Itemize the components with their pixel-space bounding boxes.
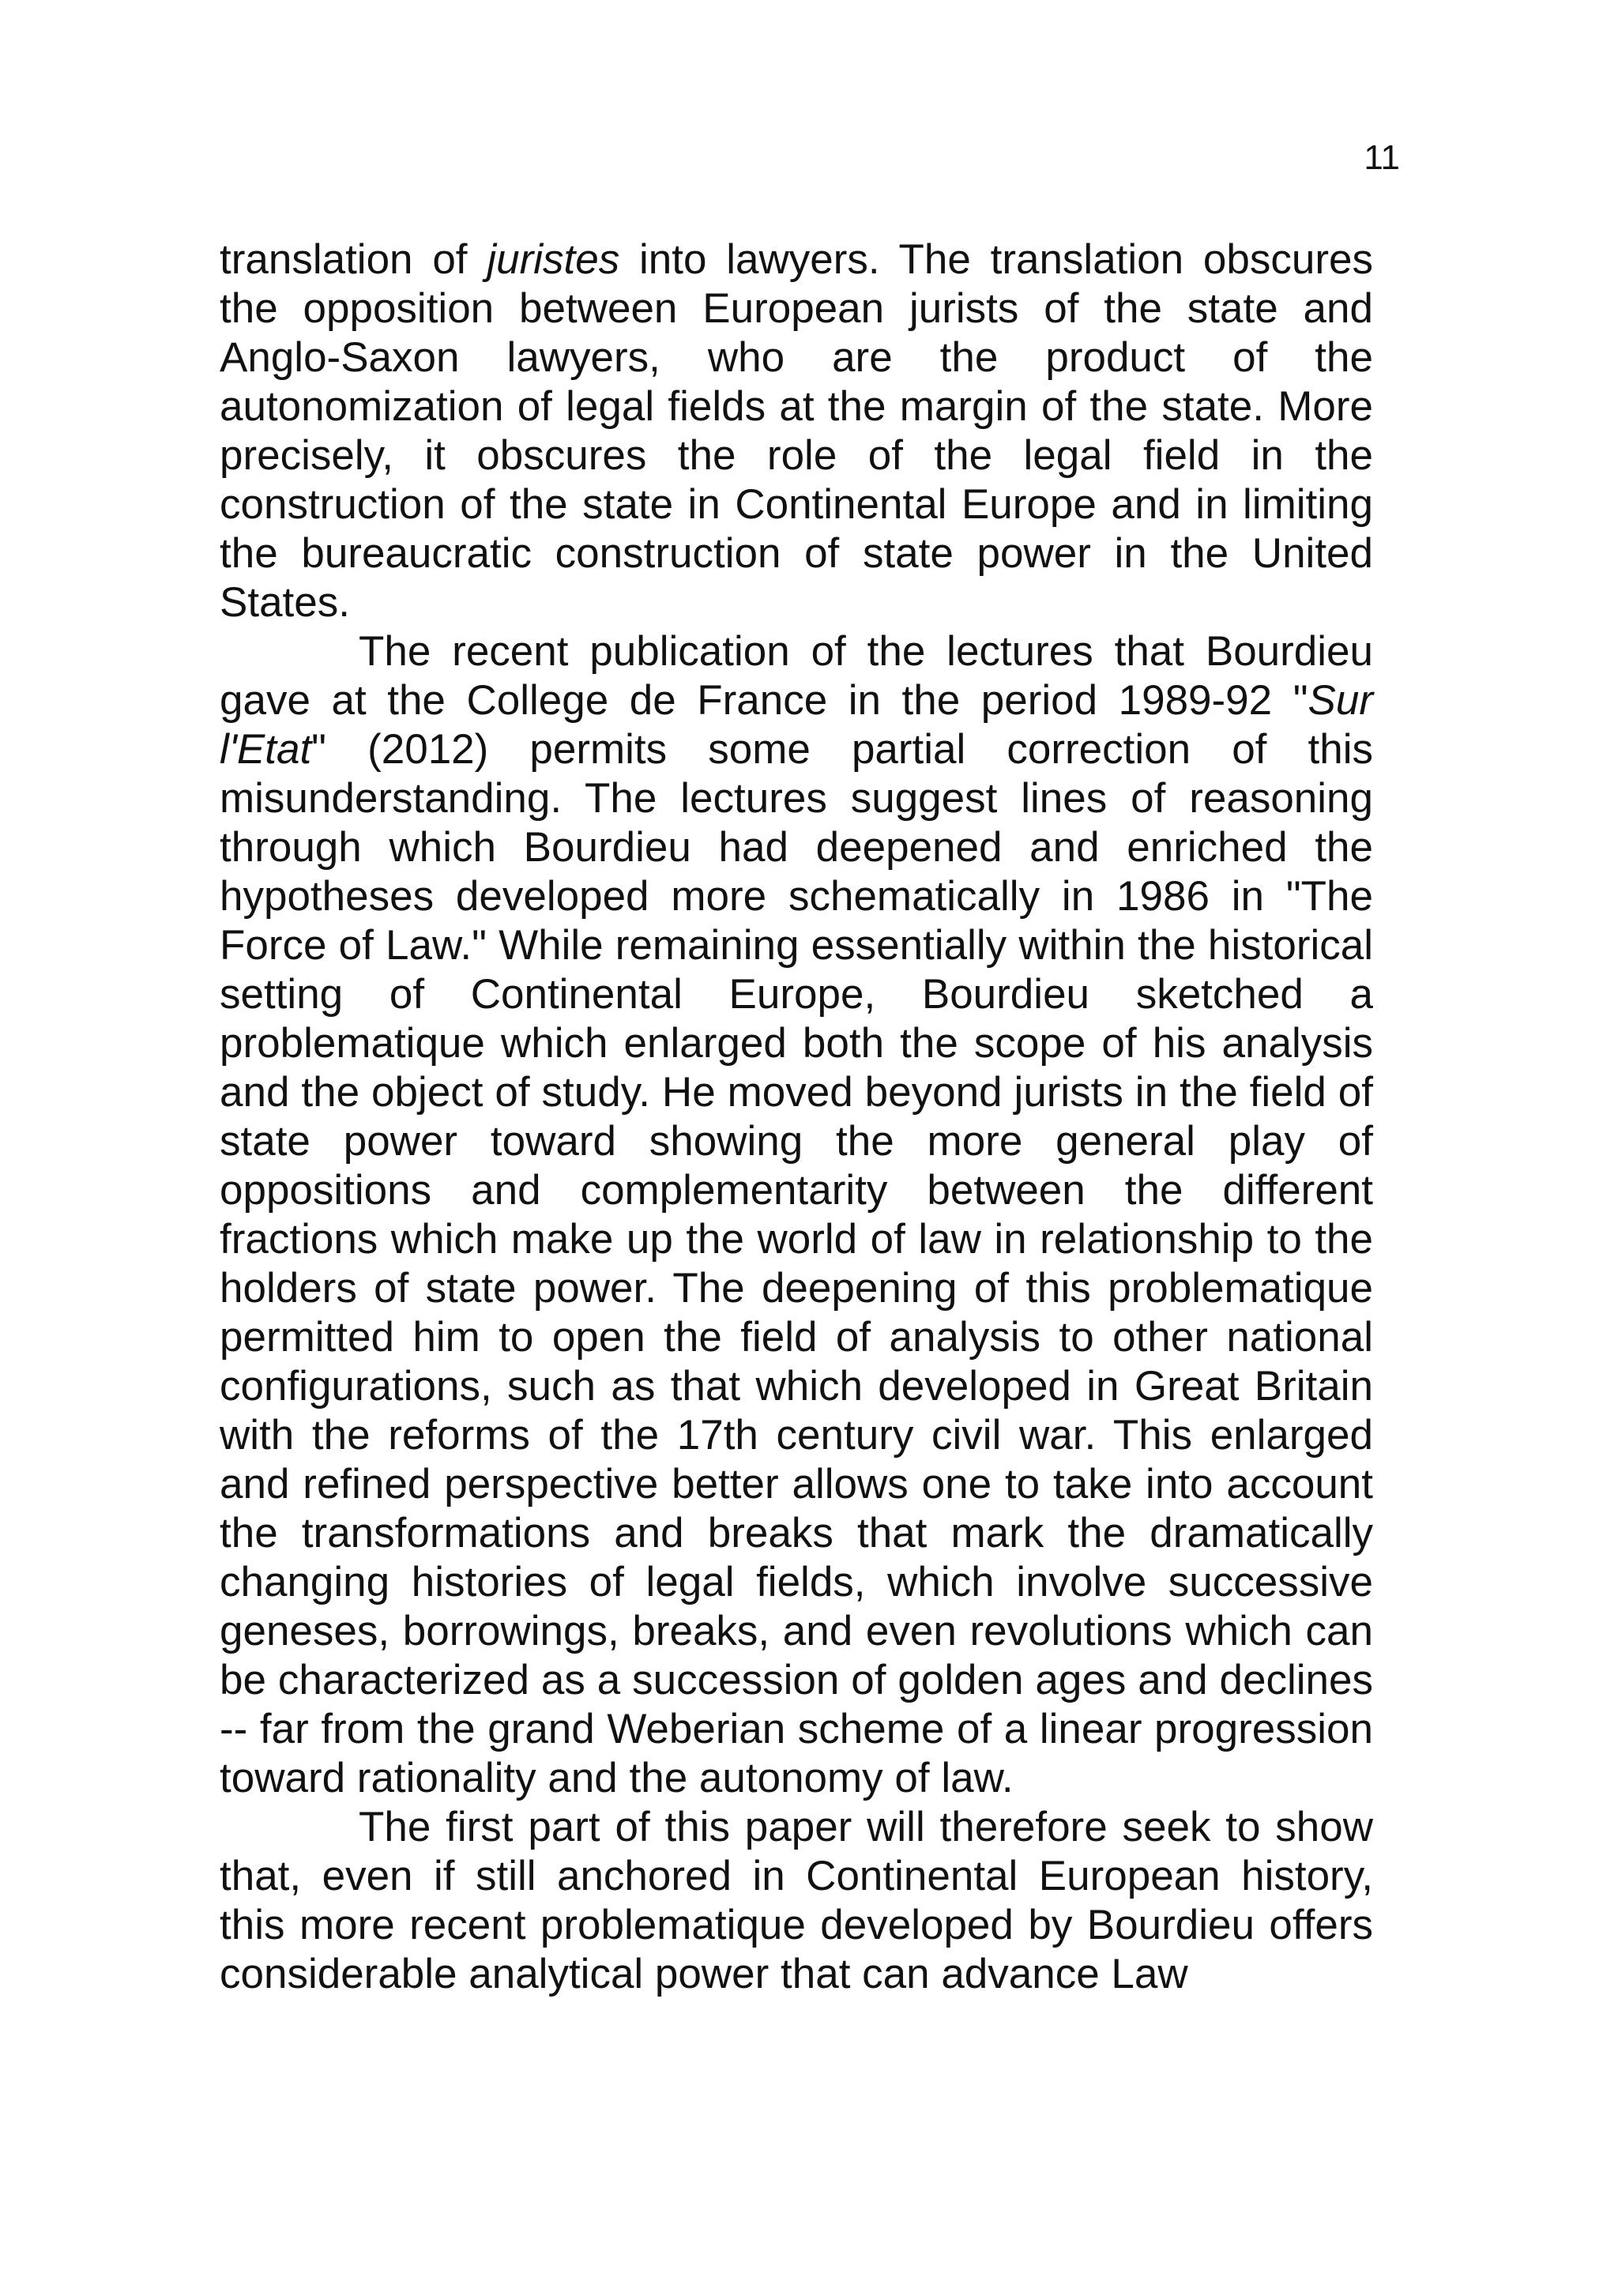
text-run: The first part of this paper will therefore seek to show that, even if still anchored in Continental European history, this more recent problematique developed by Bourdieu offers considerable analytical power that can advance Law — [220, 1804, 1373, 1997]
italic-term: juristes — [487, 236, 620, 283]
text-run: " (2012) permits some partial correction of this misunderstanding. The lectures suggest lines of reasoning through which Bourdieu had deepened and enriched the hypotheses developed more schematically in 1986 in "The Force of Law." While remaining essentially within the historical setting of Continental Europe, Bourdieu sketched a problematique which enlarged both the scope of his analysis and the object of study. He moved beyond jurists in the field of state power toward showing the more general play of oppositions and complementarity between the different fractions which make up the world of law in relationship to the holders of state power. The deepening of this problematique permitted him to open the field of analysis to other national configurations, such as that which developed in Great Britain with the reforms of the 17th century civil war. This enlarged and refined perspective better allows one to take into account the transformations and breaks that mark the dramatically changing histories of legal fields, which involve successive geneses, borrowings, breaks, and even revolutions which can be characterized as a succession of golden ages and declines -- far from the grand Weberian scheme of a linear progression toward rationality and the autonomy of law. — [220, 726, 1373, 1801]
text-run: translation of — [220, 236, 487, 283]
paragraph — [220, 235, 1373, 627]
text-run: into lawyers. The translation obscures the opposition between European jurists of the state and Anglo-Saxon lawyers, who are the product of the autonomization of legal fields at the margin of the state. More precisely, it obscures the role of the legal field in the construction of the state in Continental Europe and in limiting the bureaucratic construction of state power in the United States. — [220, 236, 1373, 626]
page-number: 11 — [1364, 138, 1400, 177]
paragraph — [220, 1803, 1373, 1999]
text-run: The recent publication of the lectures that Bourdieu gave at the College de France in the period 1989-92 " — [220, 628, 1373, 724]
italic-title: Sur l'Etat — [220, 677, 1373, 773]
paragraph — [220, 627, 1373, 1803]
body-text — [220, 235, 1373, 1999]
